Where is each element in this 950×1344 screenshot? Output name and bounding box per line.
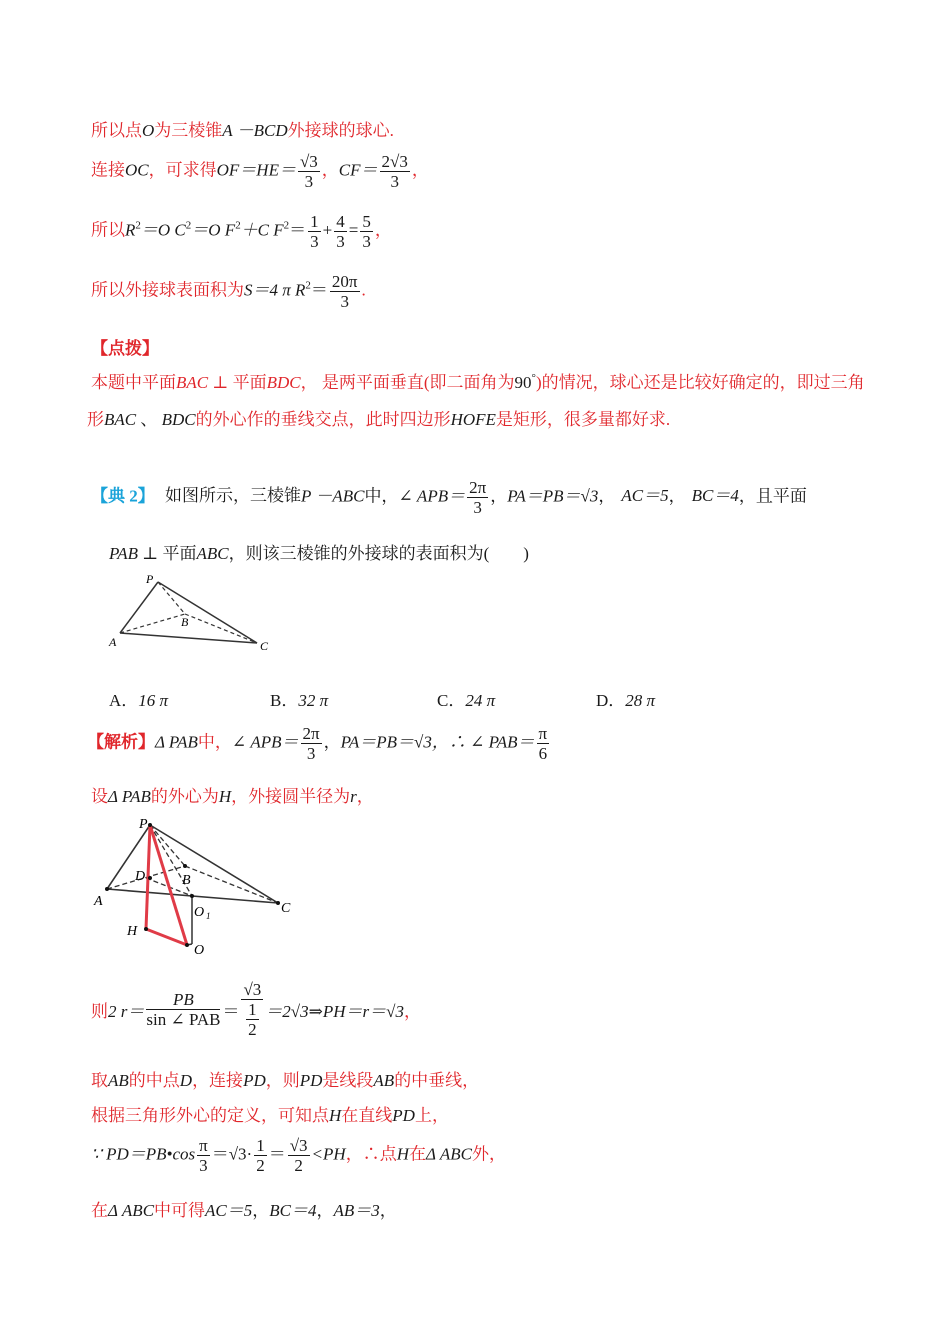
math: ＝4 π R xyxy=(252,280,306,300)
text: 所以外接球表面积为 xyxy=(91,280,244,300)
edge-pc xyxy=(158,582,257,643)
label-c: C xyxy=(260,639,269,653)
label-o: O xyxy=(194,943,205,958)
math: ＝ xyxy=(289,220,307,240)
fraction: $\frac{√3}{2}$ xyxy=(289,1136,308,1175)
label-b: B xyxy=(182,873,191,888)
tip-line-2: 形BAC 、 BDC的外心作的垂线交点，此时四边形HOFE是矩形，很多量都好求. xyxy=(87,410,671,429)
fraction: $\frac{√3}{\frac{1}{2}}$ xyxy=(243,980,262,1039)
math: ＝ xyxy=(310,280,328,300)
math: R xyxy=(125,220,136,240)
analysis-line-5: 根据三角形外心的定义，可知点H在直线PD上， xyxy=(91,1106,449,1125)
analysis-line-2: 设Δ PAB的外心为H，外接圆半径为r， xyxy=(91,787,374,806)
fraction: $\frac{PB}{\text{sin ∠ PAB}}$ xyxy=(146,990,221,1029)
fraction: $\frac{1}{3}$ xyxy=(310,212,319,251)
solution-line-1 xyxy=(91,116,394,141)
label-c: C xyxy=(281,901,291,916)
math: ＝O C xyxy=(140,220,186,240)
example-line-2: PAB ⊥ 平面ABC，则该三棱锥的外接球的表面积为( ) xyxy=(109,544,529,563)
edge-pa xyxy=(120,582,158,633)
math: ＋C F xyxy=(240,220,284,240)
analysis-line-7: 在Δ ABC中可得AC＝5，BC＝4，AB＝3， xyxy=(91,1201,397,1220)
circumcenter-figure xyxy=(90,812,305,962)
example-tag: 【典 2】 xyxy=(91,486,155,506)
text: 连接 xyxy=(91,160,125,180)
edge-pb xyxy=(158,582,185,614)
text: . xyxy=(361,280,366,300)
label-a: A xyxy=(94,894,103,909)
fraction: $\frac{√3}{3}$ xyxy=(299,152,318,191)
option-a[interactable]: A．16 π xyxy=(109,691,169,710)
fraction: $\frac{\pi}{6}$ xyxy=(538,724,548,763)
label-p: P xyxy=(146,572,154,586)
math: O xyxy=(142,121,155,140)
fraction: $\frac{2\pi}{3}$ xyxy=(302,724,320,763)
fraction: $\frac{1}{2}$ xyxy=(256,1136,265,1175)
fraction: $\frac{2√3}{3}$ xyxy=(381,152,408,191)
math: ＝O F xyxy=(191,220,236,240)
solution-line-2 xyxy=(91,152,429,191)
text: 所以 xyxy=(91,220,125,240)
label-o1: O xyxy=(194,905,205,920)
analysis-line-6: ∵ PD＝PB•cos $\frac{\pi}{3}$ ＝√3· $\frac{1}{2}$ ＝ $\frac{√3}{2}$ <PH，∴点H在Δ ABC外， xyxy=(91,1136,506,1175)
text: ，可求得 xyxy=(148,160,217,180)
text: 外接球的球心. xyxy=(287,121,394,140)
fraction: $\frac{20\pi}{3}$ xyxy=(331,272,358,311)
label-d: D xyxy=(135,869,146,884)
tip-line-1: 本题中平面BAC ⊥ 平面BDC， 是两平面垂直(即二面角为90°)的情况，球心还是比较好确定的，即过三角 xyxy=(91,372,865,392)
math: CF＝ xyxy=(338,160,378,180)
tetrahedron-figure xyxy=(105,572,280,657)
math: S xyxy=(244,280,253,300)
text: ， xyxy=(411,160,429,180)
analysis-line-3: 则2 r＝ $\frac{PB}{\text{sin ∠ PAB}}$ ＝ $\frac{√3}{\frac{1}{2}}$ ＝2√3⇒PH＝r＝√3， xyxy=(91,980,421,1039)
math: A －BCD xyxy=(222,121,288,140)
solution-line-3: 所以$R^2=O$ $C^2=O$ $F^2+C$ $F^2=$ $\frac{1}{3}$ + $\frac{4}{3}$ = $\frac{5}{3}$ ， xyxy=(91,212,392,251)
math: OC xyxy=(125,160,149,180)
solution-line-4: 所以外接球表面积为S＝4 π $R^2=$ $\frac{20\pi}{3}$ . xyxy=(91,272,366,311)
analysis-line-1: 【解析】Δ PAB中，∠ APB＝ $\frac{2\pi}{3}$ ，PA＝PB＝√3，∴ ∠ PAB＝ $\frac{\pi}{6}$ xyxy=(87,724,548,763)
analysis-line-4: 取AB的中点D，连接PD，则PD是线段AB的中垂线， xyxy=(91,1071,480,1090)
label-p: P xyxy=(139,817,148,832)
option-d[interactable]: D．28 π xyxy=(596,691,656,710)
analysis-tag: 【解析】 xyxy=(87,732,155,752)
tip-title: 【点拨】 xyxy=(91,339,159,358)
text: 为三棱锥 xyxy=(154,121,223,140)
edge-ac xyxy=(120,633,257,643)
option-b[interactable]: B．32 π xyxy=(270,691,329,710)
option-c[interactable]: C．24 π xyxy=(437,691,496,710)
math: OF＝HE＝ xyxy=(216,160,296,180)
label-a: A xyxy=(109,635,117,649)
text: ， xyxy=(321,160,339,180)
label-h: H xyxy=(127,924,138,939)
label-b: B xyxy=(181,615,189,629)
fraction: $\frac{4}{3}$ xyxy=(336,212,345,251)
fraction: $\frac{\pi}{3}$ xyxy=(199,1136,208,1175)
label-o1-sub: 1 xyxy=(206,911,211,921)
text: ， xyxy=(374,220,392,240)
edge-ab xyxy=(120,614,185,633)
fraction: $\frac{2\pi}{3}$ xyxy=(469,478,487,517)
fraction: $\frac{5}{3}$ xyxy=(362,212,371,251)
example-line-1: 【典 2】 如图所示，三棱锥P －ABC中，∠ APB＝ $\frac{2\pi}{3}$ ，PA＝PB＝√3， AC＝5， BC＝4，且平面 xyxy=(91,478,807,517)
text: 所以点 xyxy=(91,121,142,140)
